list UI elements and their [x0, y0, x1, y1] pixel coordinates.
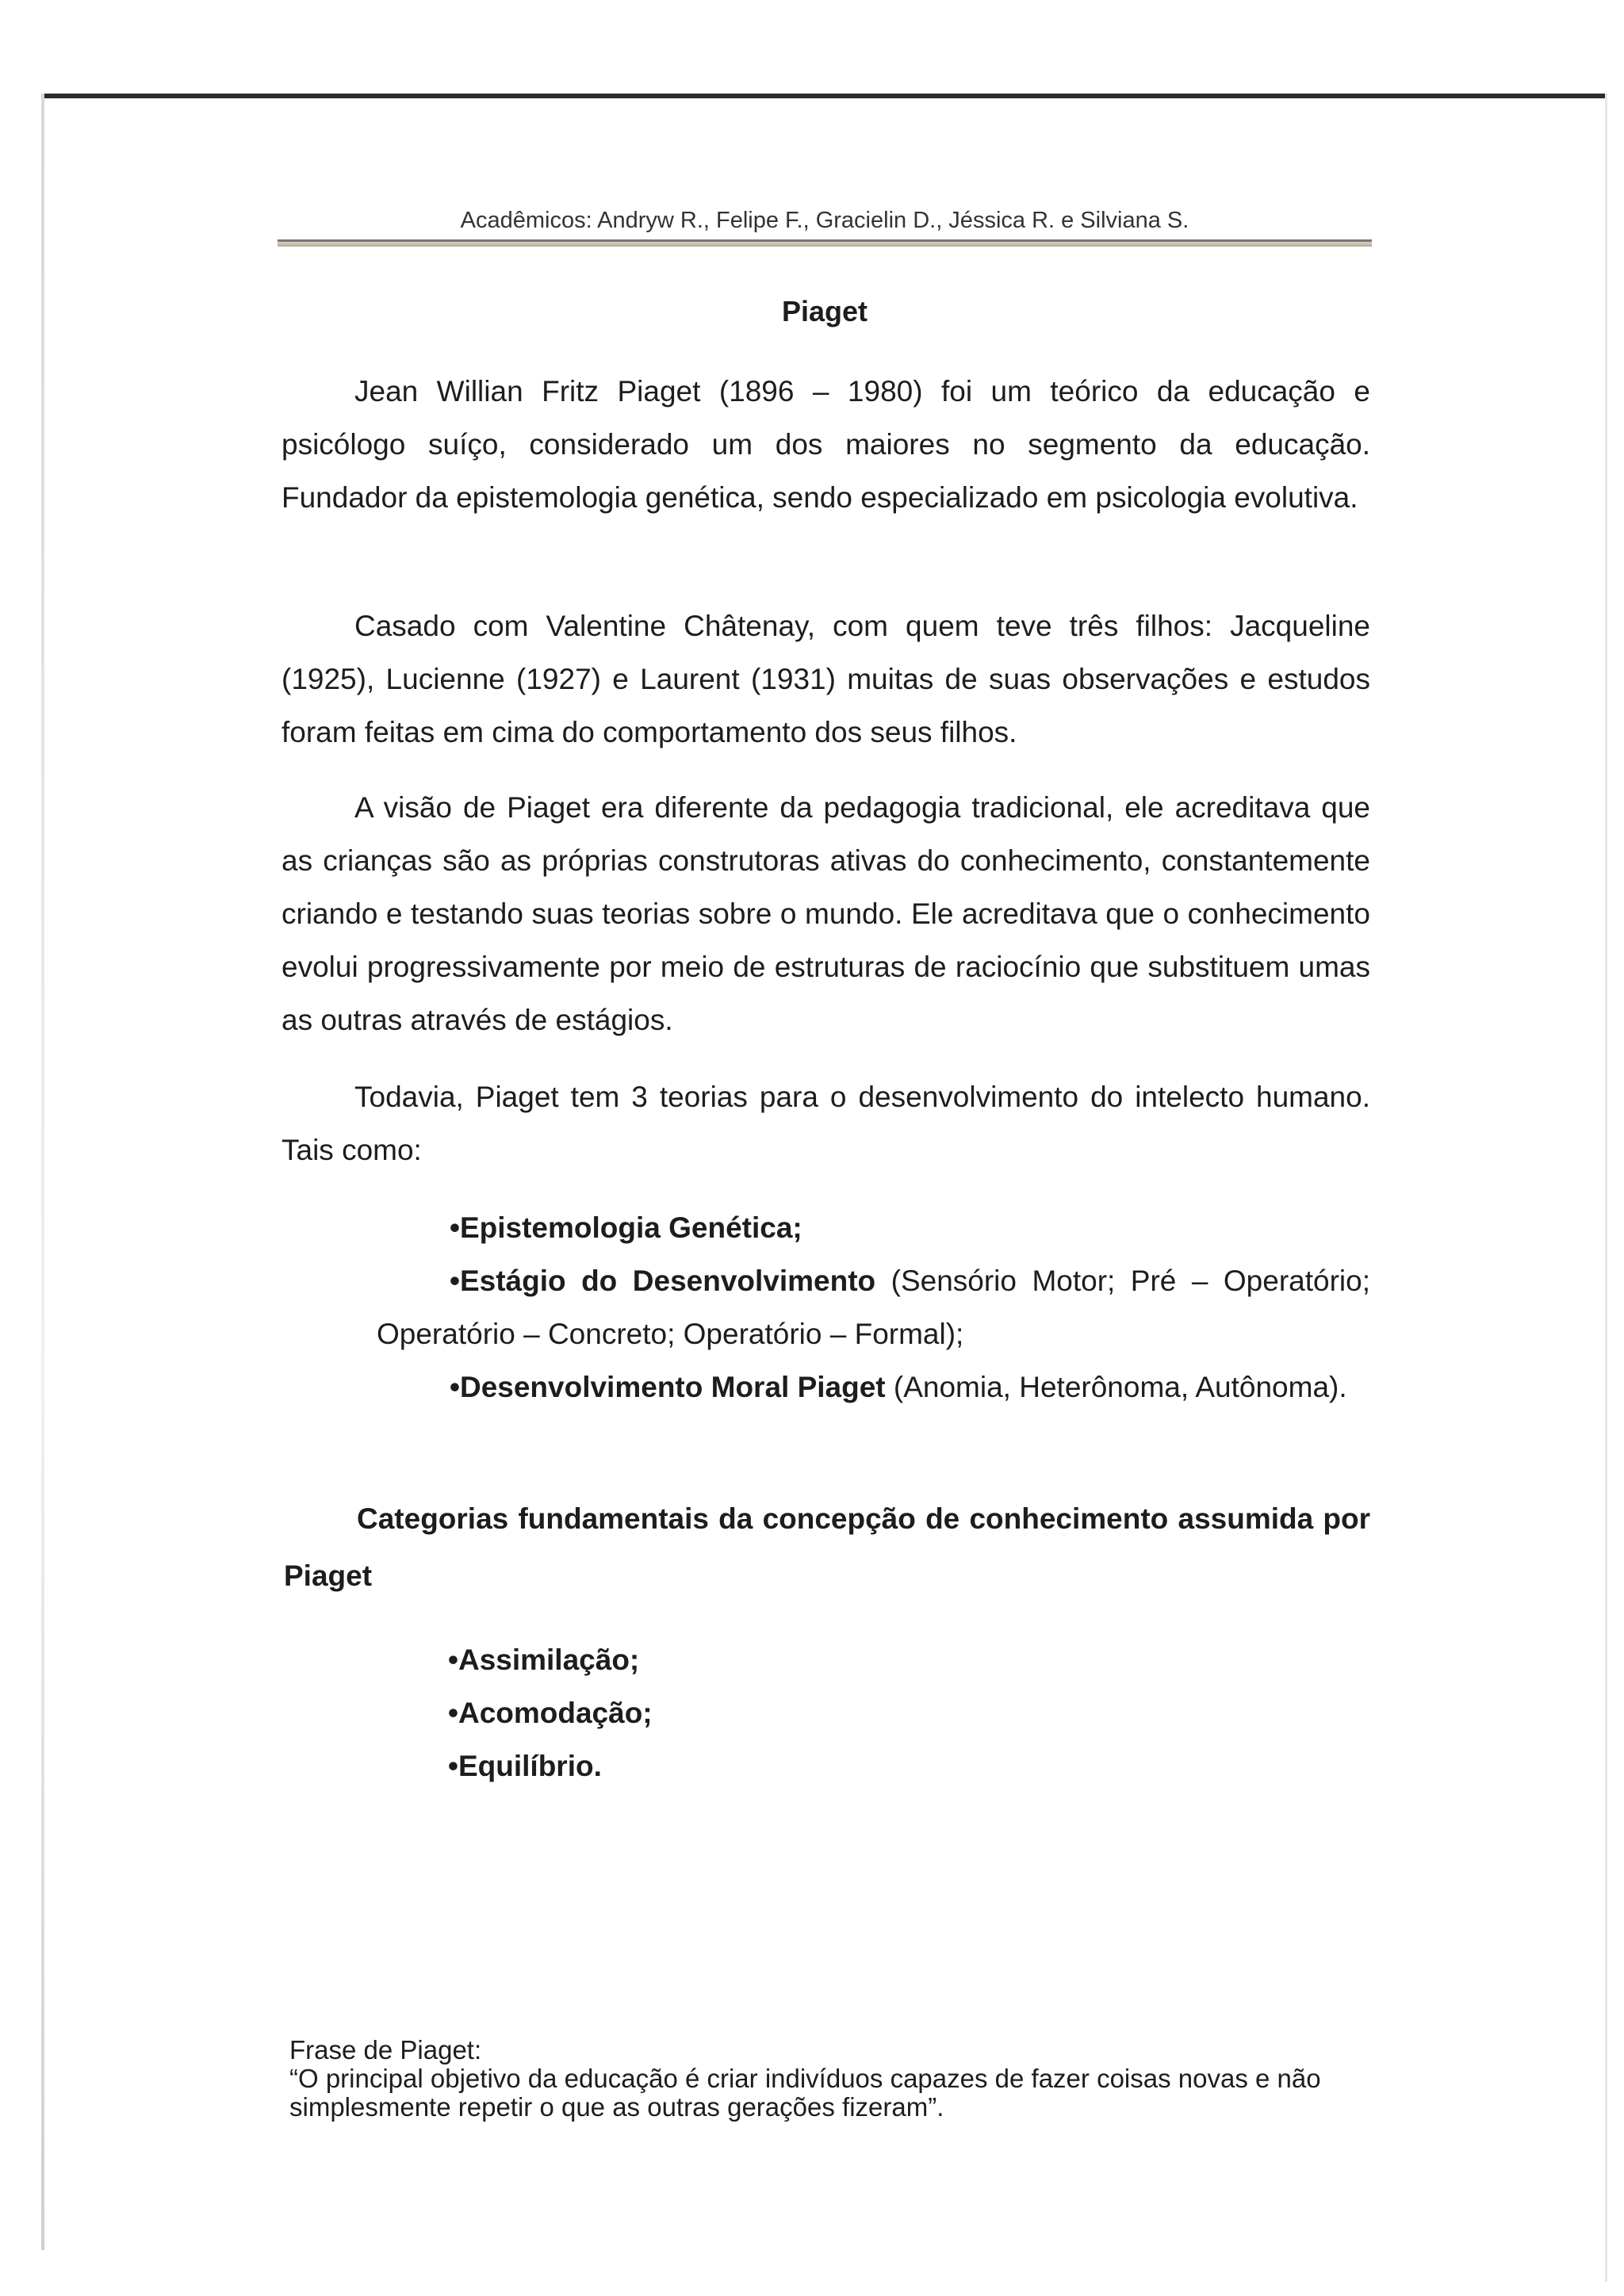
list-item: [448, 1739, 1082, 1793]
header-authors: Acadêmicos: Andryw R., Felipe F., Gracielin D., Jéssica R. e Silviana S.: [460, 208, 1189, 233]
bullet-icon: •: [448, 1750, 458, 1782]
paragraph-biography: Jean Willian Fritz Piaget (1896 – 1980) foi um teórico da educação e psicólogo suíço, considerado um dos maiores no segmento da educação. Fundador da epistemologia genética, sendo especializado em psicologia evolutiva.: [282, 375, 1370, 514]
paragraph-family: Casado com Valentine Châtenay, com quem teve três filhos: Jacqueline (1925), Lucienne (1927) e Laurent (1931) muitas de suas observações e estudos foram feitas em cima do comportamento dos seus filhos.: [282, 610, 1370, 748]
bullet-icon: •: [450, 1265, 460, 1297]
theory-list: [377, 1201, 1370, 1414]
paragraph-theories-intro: Todavia, Piaget tem 3 teorias para o desenvolvimento do intelecto humano. Tais como:: [282, 1081, 1370, 1166]
document-title: Piaget: [781, 295, 868, 327]
list-item: [377, 1360, 1370, 1414]
category-label: Equilíbrio.: [458, 1750, 602, 1782]
bullet-icon: •: [448, 1644, 458, 1676]
category-label: Assimilação;: [458, 1644, 640, 1676]
bullet-icon: •: [448, 1697, 458, 1729]
theory-detail: (Anomia, Heterônoma, Autônoma).: [885, 1371, 1347, 1403]
list-item: [377, 1201, 1370, 1254]
list-item: [377, 1254, 1370, 1360]
scan-top-border: [41, 94, 1605, 98]
scan-left-border: [41, 94, 44, 2250]
bullet-icon: •: [450, 1371, 460, 1403]
quote-label: Frase de Piaget:: [289, 2035, 482, 2064]
category-label: Acomodação;: [458, 1697, 653, 1729]
list-item: [448, 1633, 1082, 1686]
theory-detail: (Sensório Motor; Pré – Operatório; Operatório – Concreto; Operatório – Formal);: [377, 1265, 1370, 1350]
scan-right-edge: [1605, 94, 1607, 2282]
quote-text: “O principal objetivo da educação é criar indivíduos capazes de fazer coisas novas e não simplesmente repetir o que as outras gerações fizeram”.: [289, 2064, 1321, 2122]
theory-name: Desenvolvimento Moral Piaget: [459, 1371, 886, 1403]
category-list: [448, 1633, 1082, 1793]
paragraph-vision: A visão de Piaget era diferente da pedagogia tradicional, ele acreditava que as crianças são as próprias construtoras ativas do conhecimento, constantemente criando e testando suas teorias sobre o mundo. Ele acreditava que o conhecimento evolui progressivamente por meio de estruturas de raciocínio que substituem umas as outras através de estágios.: [282, 791, 1370, 1036]
bullet-icon: •: [450, 1211, 460, 1244]
list-item: [448, 1686, 1082, 1739]
header-rule: [278, 239, 1372, 247]
quote-block: [289, 2036, 1400, 2122]
theory-name: Estágio do Desenvolvimento: [459, 1265, 876, 1297]
theory-name: Epistemologia Genética;: [459, 1211, 802, 1244]
categories-heading: Categorias fundamentais da concepção de conhecimento assumida por Piaget: [284, 1502, 1370, 1592]
